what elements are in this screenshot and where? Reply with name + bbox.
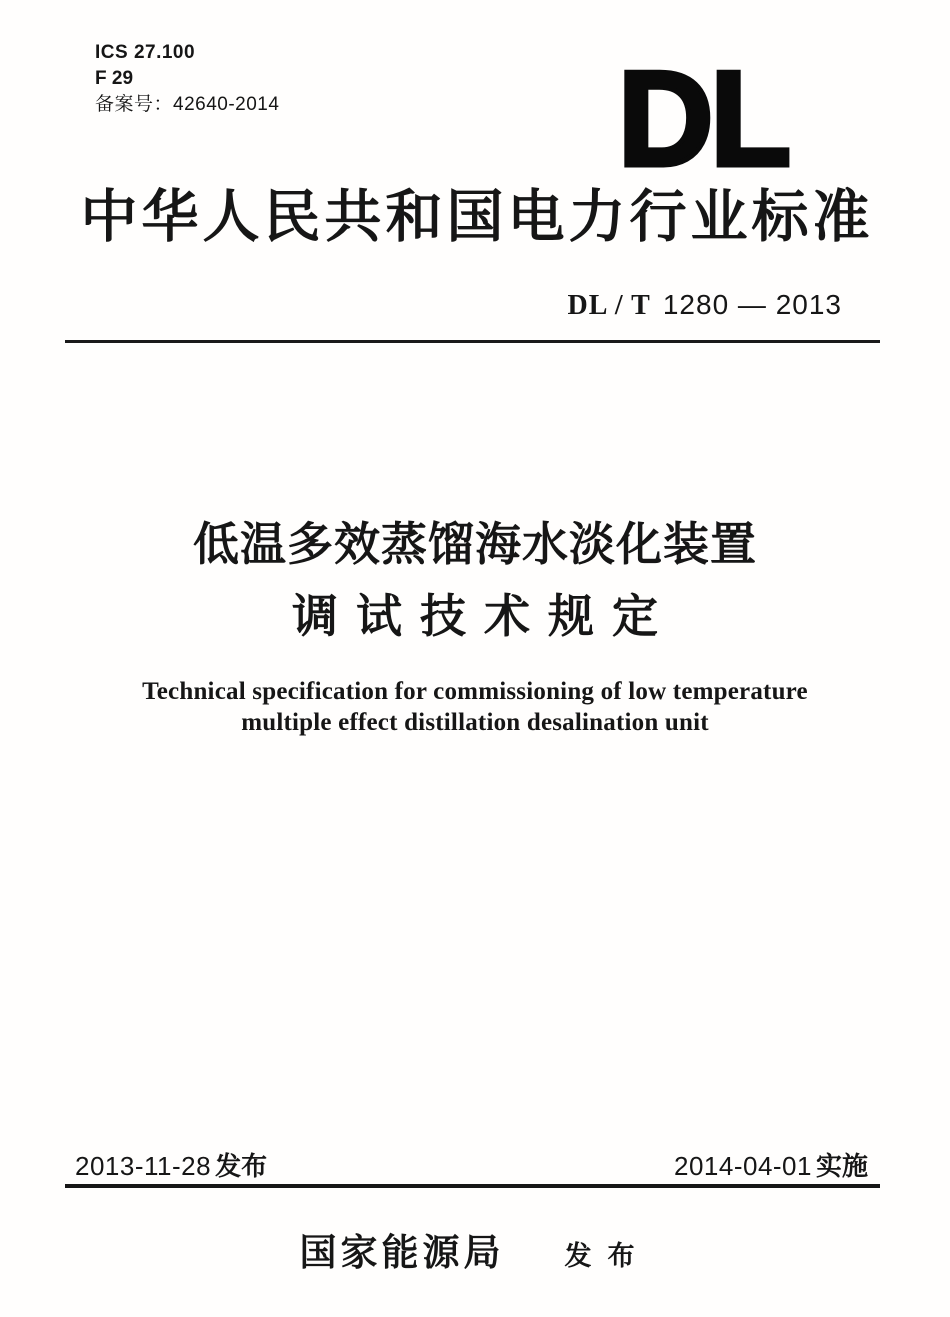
effective-date: [674, 1151, 868, 1181]
header-divider-line: [65, 340, 880, 343]
effective-date-label: 实施: [815, 1151, 868, 1181]
issue-date: [75, 1151, 267, 1181]
meta-block: [95, 40, 279, 118]
document-title-en-line1: Technical specification for commissioning of low temperature: [142, 678, 808, 705]
document-title-zh-line1: 低温多效蒸馏海水淡化装置: [193, 518, 757, 570]
document-title-zh-line2: 调试技术规定: [292, 590, 676, 642]
standard-number-value: 1280 — 2013: [662, 289, 842, 320]
publisher-row: [0, 1222, 950, 1276]
effective-date-value: 2014-04-01: [673, 1151, 812, 1181]
document-title-en-line2: multiple effect distillation desalination unit: [241, 709, 709, 736]
standard-category-title: 中华人民共和国电力行业标准: [80, 186, 874, 249]
footer-divider-line: [65, 1184, 880, 1188]
issue-date-label: 发布: [215, 1151, 268, 1181]
ics-code: ICS 27.100: [95, 42, 196, 63]
publisher-name: 国家能源局: [299, 1233, 505, 1274]
standard-number: [568, 290, 842, 321]
issue-date-value: 2013-11-28: [75, 1151, 212, 1181]
dates-row: [75, 1151, 868, 1181]
classification-code: F 29: [95, 68, 134, 89]
document-title-en: [0, 676, 950, 738]
dl-logo: DL: [618, 43, 788, 194]
record-number: 备案号：42640-2014: [95, 94, 280, 115]
publish-action-label: 发布: [564, 1241, 651, 1271]
standard-number-prefix: DL / T: [567, 290, 651, 321]
